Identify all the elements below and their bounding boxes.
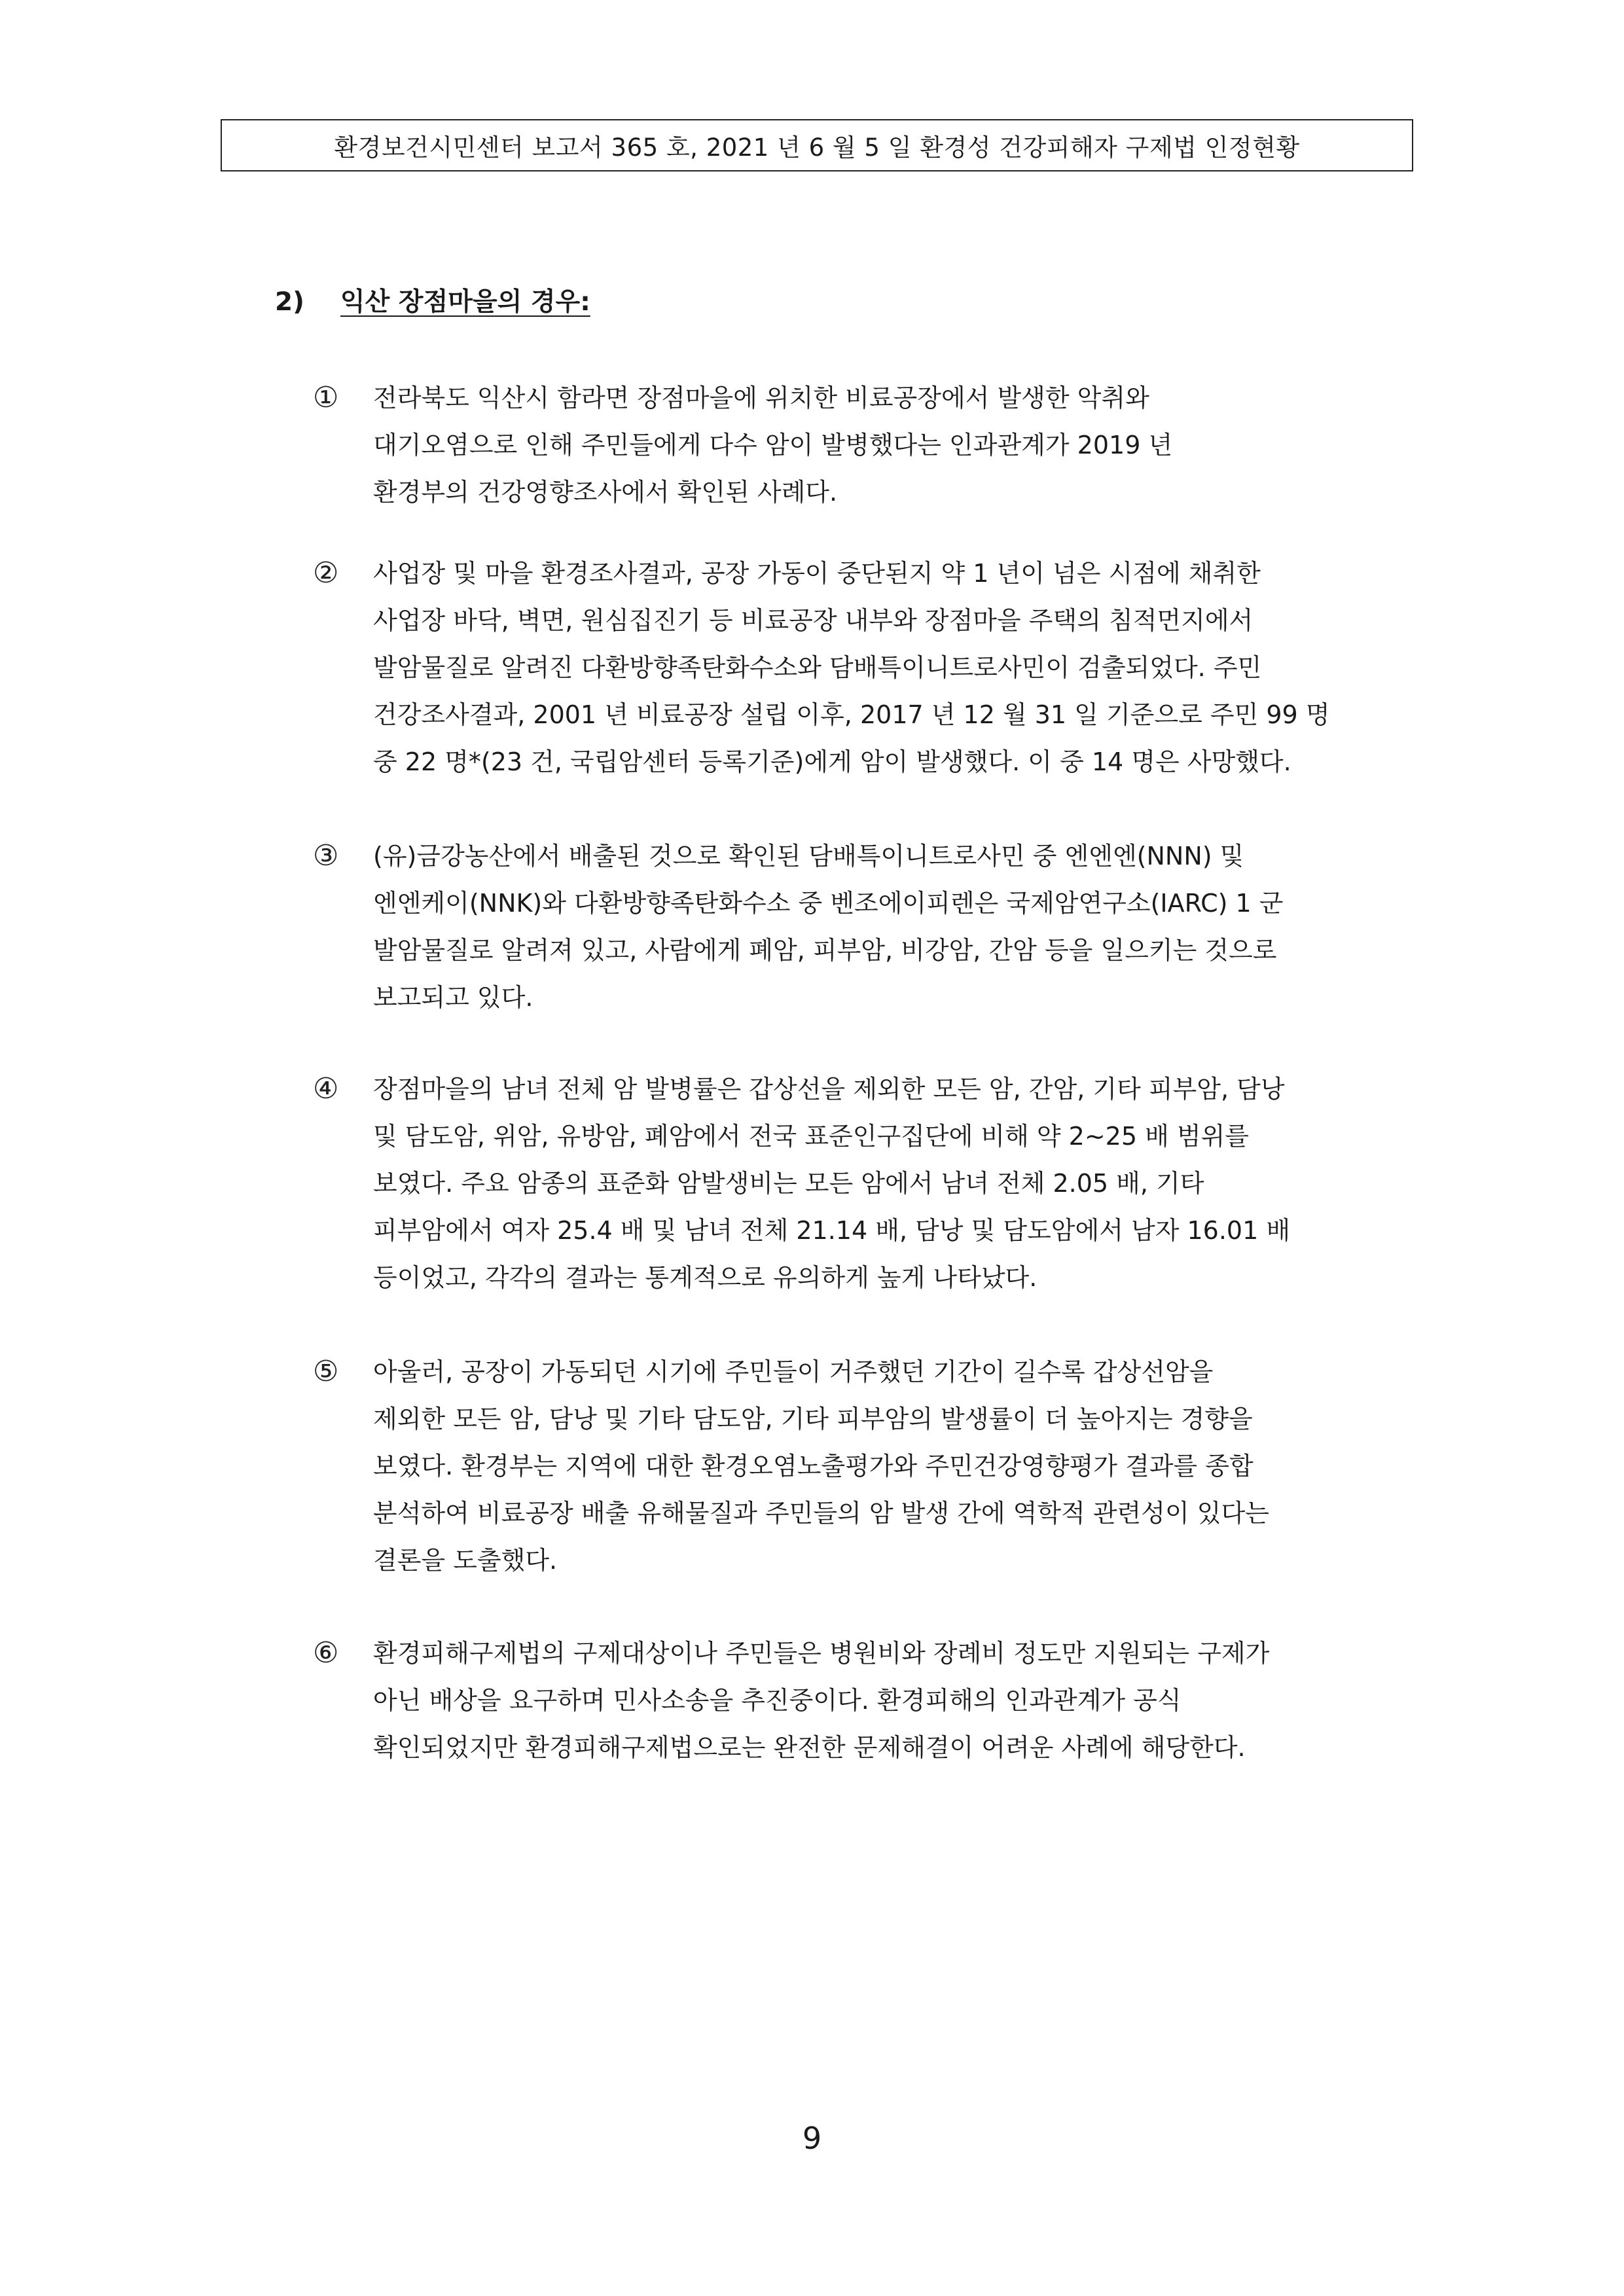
- list-item: [313, 1066, 1419, 1301]
- item-text: [373, 1066, 1419, 1301]
- section-title: 익산 장점마을의 경우:: [340, 287, 590, 317]
- text-line: 발암물질로 알려진 다환방향족탄화수소와 담배특이니트로사민이 검출되었다. 주민: [373, 653, 1262, 682]
- list-item: [313, 374, 1419, 516]
- text-line: 대기오염으로 인해 주민들에게 다수 암이 발병했다는 인과관계가 2019 년: [373, 431, 1173, 459]
- text-line: 아울러, 공장이 가동되던 시기에 주민들이 거주했던 기간이 길수록 갑상선암을: [373, 1357, 1214, 1386]
- section-heading: [275, 281, 598, 318]
- list-item: [313, 1630, 1419, 1771]
- text-line: 및 담도암, 위암, 유방암, 폐암에서 전국 표준인구집단에 비해 약 2~25 배 범위를: [373, 1122, 1250, 1151]
- text-line: 피부암에서 여자 25.4 배 및 남녀 전체 21.14 배, 담낭 및 담도암에서 남자 16.01 배: [373, 1216, 1291, 1245]
- text-line: 엔엔케이(NNK)와 다환방향족탄화수소 중 벤조에이피렌은 국제암연구소(IARC) 1 군: [373, 889, 1284, 918]
- item-marker: ⑥: [313, 1636, 339, 1670]
- text-line: 중 22 명*(23 건, 국립암센터 등록기준)에게 암이 발생했다. 이 중 14 명은 사망했다.: [373, 747, 1291, 776]
- item-marker: ①: [313, 381, 339, 414]
- text-line: 보였다. 환경부는 지역에 대한 환경오염노출평가와 주민건강영향평가 결과를 종합: [373, 1452, 1254, 1480]
- item-text: [373, 1630, 1419, 1771]
- text-line: 전라북도 익산시 함라면 장점마을에 위치한 비료공장에서 발생한 악취와: [373, 384, 1149, 412]
- item-marker: ③: [313, 839, 339, 872]
- text-line: 결론을 도출했다.: [373, 1546, 558, 1575]
- item-text: [373, 374, 1419, 516]
- text-line: 제외한 모든 암, 담낭 및 기타 담도암, 기타 피부암의 발생률이 더 높아지는 경향을: [373, 1405, 1253, 1433]
- item-text: [373, 1348, 1419, 1584]
- report-header: [221, 119, 1413, 171]
- text-line: 건강조사결과, 2001 년 비료공장 설립 이후, 2017 년 12 월 31 일 기준으로 주민 99 명: [373, 700, 1330, 729]
- text-line: 사업장 바닥, 벽면, 원심집진기 등 비료공장 내부와 장점마을 주택의 침적먼지에서: [373, 606, 1254, 635]
- text-line: 확인되었지만 환경피해구제법으로는 완전한 문제해결이 어려운 사례에 해당한다.: [373, 1733, 1246, 1762]
- text-line: 사업장 및 마을 환경조사결과, 공장 가동이 중단된지 약 1 년이 넘은 시점에 채취한: [373, 559, 1261, 588]
- text-line: (유)금강농산에서 배출된 것으로 확인된 담배특이니트로사민 중 엔엔엔(NNN) 및: [373, 842, 1244, 870]
- item-marker: ④: [313, 1072, 339, 1105]
- text-line: 발암물질로 알려져 있고, 사람에게 폐암, 피부암, 비강암, 간암 등을 일으키는 것으로: [373, 936, 1277, 965]
- item-text: [373, 550, 1419, 785]
- item-text: [373, 833, 1419, 1021]
- text-line: 보고되고 있다.: [373, 983, 533, 1012]
- report-header-text: 환경보건시민센터 보고서 365 호, 2021 년 6 월 5 일 환경성 건강피해자 구제법 인정현황: [334, 134, 1300, 162]
- list-item: [313, 833, 1419, 1021]
- text-line: 환경피해구제법의 구제대상이나 주민들은 병원비와 장례비 정도만 지원되는 구제가: [373, 1639, 1270, 1668]
- text-line: 아닌 배상을 요구하며 민사소송을 추진중이다. 환경피해의 인과관계가 공식: [373, 1686, 1182, 1715]
- item-marker: ②: [313, 556, 339, 590]
- list-item: [313, 550, 1419, 785]
- list-item: [313, 1348, 1419, 1584]
- text-line: 보였다. 주요 암종의 표준화 암발생비는 모든 암에서 남녀 전체 2.05 배, 기타: [373, 1169, 1204, 1198]
- text-line: 환경부의 건강영향조사에서 확인된 사례다.: [373, 478, 838, 507]
- text-line: 장점마을의 남녀 전체 암 발병률은 갑상선을 제외한 모든 암, 간암, 기타 피부암, 담낭: [373, 1075, 1285, 1103]
- item-marker: ⑤: [313, 1355, 339, 1388]
- text-line: 분석하여 비료공장 배출 유해물질과 주민들의 암 발생 간에 역학적 관련성이 있다는: [373, 1499, 1269, 1528]
- section-number: 2): [275, 287, 304, 317]
- page-number: 9: [802, 2121, 822, 2156]
- text-line: 등이었고, 각각의 결과는 통계적으로 유의하게 높게 나타났다.: [373, 1263, 1038, 1292]
